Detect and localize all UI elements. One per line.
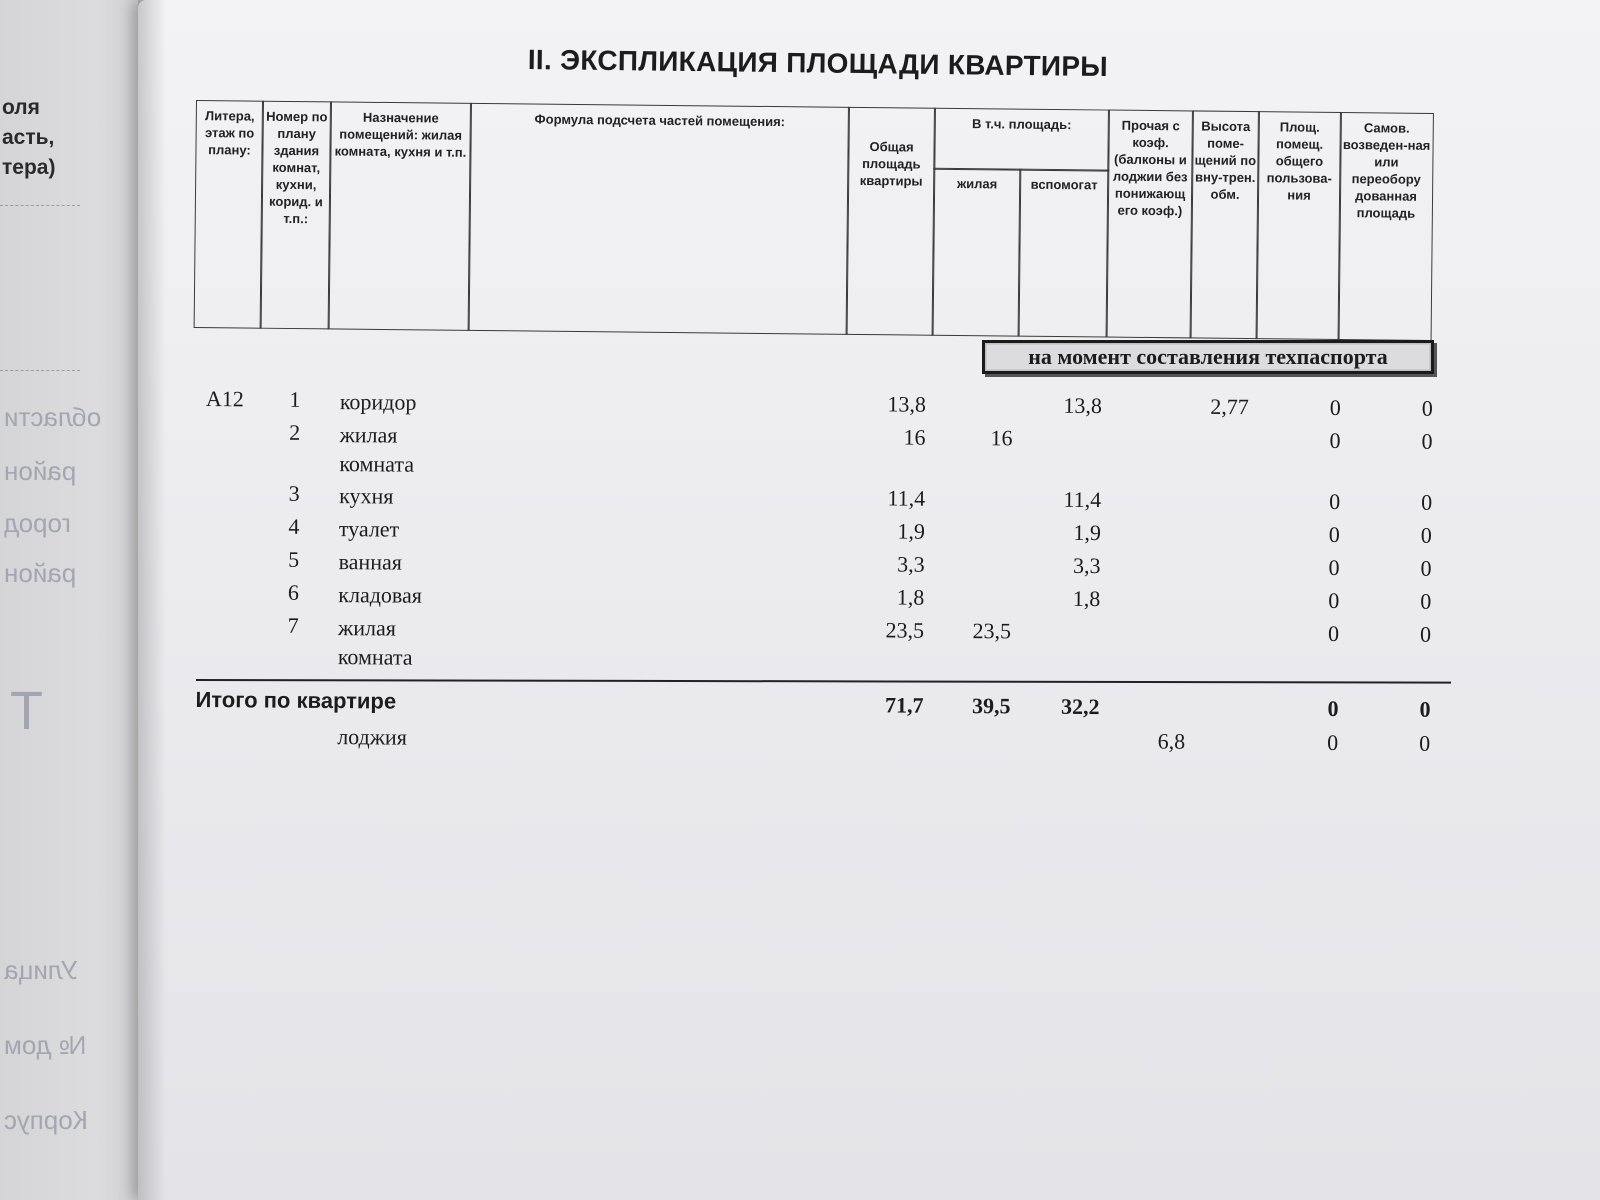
cell-self-built: 0 (1421, 428, 1433, 454)
cell-common: 0 (1328, 587, 1340, 613)
page-title: II. ЭКСПЛИКАЦИЯ ПЛОЩАДИ КВАРТИРЫ (527, 44, 1109, 83)
cell-number: 7 (287, 612, 299, 638)
header-other: Прочая с коэф. (балконы и лоджии без понижающ его коэф.) (1106, 110, 1194, 339)
left-page-showthrough: район (4, 558, 77, 588)
cell-total: 1,8 (896, 584, 925, 610)
cell-name: кладовая (338, 582, 423, 608)
cell-number: 2 (289, 419, 301, 445)
left-page-fragment: тера) (2, 156, 56, 179)
left-page-divider (0, 370, 80, 371)
header-formula: Формула подсчета частей помещения: (468, 103, 850, 335)
header-common: Площ. помещ. общего пользова-ния (1256, 111, 1342, 340)
cell-name: комната (337, 644, 413, 670)
cell-total: 1,9 (897, 518, 925, 544)
cell-auxiliary: 11,4 (1063, 486, 1102, 513)
cell-auxiliary: 3,3 (1073, 552, 1101, 579)
total-common-sum: 0 (1327, 695, 1339, 721)
cell-number: 5 (288, 546, 300, 572)
total-area-sum: 71,7 (884, 692, 924, 718)
header-purpose: Назначение помещений: жилая комната, кухня и т.п. (328, 101, 472, 330)
total-living-sum: 39,5 (971, 693, 1011, 719)
cell-number: 3 (288, 480, 300, 506)
left-page-fragment: оля (2, 96, 40, 119)
cell-self-built: 0 (1420, 588, 1432, 614)
cell-name: коридор (339, 389, 417, 415)
left-page-showthrough: Т (10, 681, 43, 741)
cell-auxiliary: 1,8 (1072, 585, 1101, 612)
cell-name: ванная (338, 549, 403, 575)
cell-total: 11,4 (887, 485, 926, 511)
cell-name: кухня (339, 483, 394, 509)
cell-self-built: 0 (1420, 522, 1432, 548)
header-living: жилая (932, 168, 1022, 337)
cell-common: 0 (1329, 488, 1341, 514)
cell-self-built: 0 (1421, 395, 1433, 421)
total-self-built-sum: 0 (1419, 696, 1431, 722)
left-page (0, 0, 160, 1200)
cell-total: 13,8 (887, 391, 926, 417)
left-page-showthrough: город (4, 508, 71, 538)
header-auxiliary: вспомогат (1018, 169, 1110, 338)
cell-common: 0 (1329, 394, 1341, 420)
left-page-showthrough: Корпус (4, 1105, 88, 1135)
cell-number: 1 (289, 386, 301, 412)
status-stamp: на момент составления техпаспорта (982, 340, 1434, 374)
cell-common: 0 (1328, 554, 1340, 580)
left-page-showthrough: № дом (4, 1030, 87, 1060)
cell-self-built: 0 (1420, 555, 1432, 581)
header-self-built: Самов. возведен-ная или переобору дованная площадь (1338, 112, 1434, 341)
page-fold-shadow (138, 0, 166, 1200)
cell-common: 0 (1327, 620, 1340, 646)
cell-number: 4 (288, 513, 300, 539)
header-litera: Литера, этаж по плану: (194, 100, 264, 329)
cell-name: туалет (338, 516, 400, 542)
cell-height: 2,77 (1210, 393, 1249, 420)
totals-label: Итого по квартире (195, 686, 397, 714)
cell-name: комната (339, 451, 415, 477)
cell-total: 23,5 (885, 617, 925, 643)
cell-total: 3,3 (897, 551, 925, 577)
cell-common: 0 (1327, 729, 1339, 755)
left-page-fragment: асть, (2, 126, 55, 149)
header-number: Номер по плану здания комнат, кухни, корид. и т.п.: (260, 101, 332, 330)
left-page-showthrough: район (4, 456, 77, 486)
cell-living: 16 (990, 425, 1013, 451)
cell-self-built: 0 (1419, 730, 1431, 756)
cell-name: жилая (338, 615, 397, 641)
total-auxiliary-sum: 32,2 (1060, 693, 1100, 720)
cell-auxiliary: 1,9 (1073, 519, 1101, 546)
header-height: Высота поме-щений по вну-трен. обм. (1190, 110, 1260, 339)
cell-living: 23,5 (972, 618, 1012, 644)
header-total-area: Общая площадь квартиры (846, 107, 936, 336)
cell-number: 6 (287, 579, 299, 605)
left-page-showthrough: Улица (4, 955, 78, 985)
cell-litera: А12 (205, 386, 244, 412)
cell-auxiliary: 13,8 (1063, 392, 1102, 419)
table-header (194, 100, 1446, 341)
cell-common: 0 (1328, 521, 1340, 547)
cell-name: лоджия (337, 724, 407, 750)
cell-total: 16 (903, 424, 926, 450)
cell-name: жилая (339, 422, 398, 448)
left-page-divider (0, 205, 80, 206)
cell-common: 0 (1329, 427, 1341, 453)
cell-self-built: 0 (1421, 489, 1433, 515)
left-page-showthrough: области (4, 402, 102, 432)
header-incl-group: В т.ч. площадь: (933, 108, 1110, 172)
cell-other: 6,8 (1157, 728, 1186, 754)
cell-self-built: 0 (1419, 621, 1432, 647)
